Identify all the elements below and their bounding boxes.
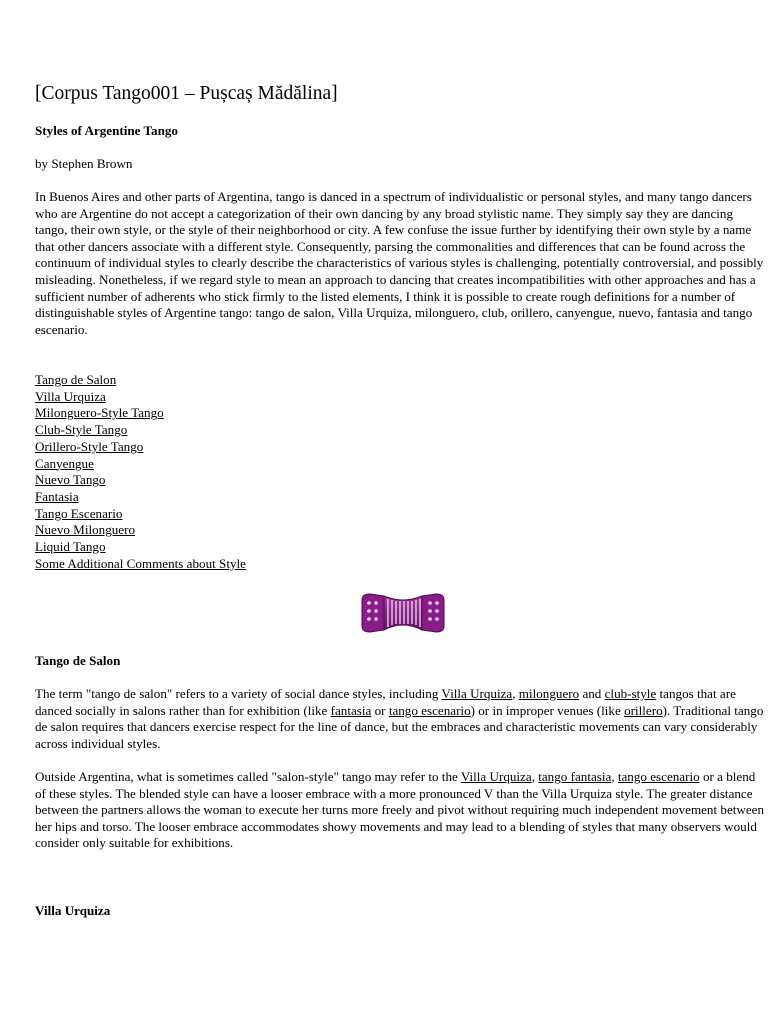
byline: by Stephen Brown bbox=[35, 156, 133, 171]
text-run: and bbox=[579, 686, 605, 701]
toc-link-tango-escenario[interactable]: Tango Escenario bbox=[35, 505, 123, 521]
text-run: ). Traditional tango de salon requires that dancers exercise respect for the line of dance, but the embraces and characteristic movements can vary considerably across individual styles. bbox=[35, 702, 764, 751]
toc-link-liquid-tango[interactable]: Liquid Tango bbox=[35, 539, 106, 555]
text-run: , bbox=[531, 769, 539, 784]
text-run: , bbox=[512, 686, 519, 701]
link-villa-urquiza[interactable]: Villa Urquiza bbox=[441, 686, 513, 701]
intro-paragraph: In Buenos Aires and other parts of Argentina, tango is danced in a spectrum of individualistic or personal styles, and many tango dancers who are Argentine do not accept a categorization of their own dancing by any broad stylistic name. They simply say they are dancing tango, their own style, or the style of their neighborhood or city. A few confuse the issue further by identifying their own style by a name that other dancers associate with a different style. Consequently, parsing the commonalities and differences that can be found across the continuum of individual styles to clearly describe the characteristics of various styles is challenging, potentially controversial, and possibly misleading. Nonetheless, if we regard style to mean an approach to dancing that creates incompatibilities with other approaches and has a sufficient number of adherents who stick firmly to the listed elements, I think it is possible to create rough definitions for a number of distinguishable styles of Argentine tango: tango de salon, Villa Urquiza, milonguero, club, orillero, canyengue, nuevo, fantasia and tango escenario. bbox=[35, 189, 764, 337]
document-title: [Corpus Tango001 – Pușcaș Mădălina] bbox=[35, 83, 338, 104]
toc-link-nuevo-milonguero[interactable]: Nuevo Milonguero bbox=[35, 522, 136, 538]
text-run: , bbox=[611, 769, 618, 784]
toc-link-milonguero[interactable]: Milonguero-Style Tango bbox=[35, 405, 164, 421]
accordion-icon bbox=[360, 590, 446, 636]
salon-paragraph-2 bbox=[35, 769, 767, 852]
section-heading-tango-de-salon: Tango de Salon bbox=[35, 653, 121, 668]
section-heading-villa-urquiza: Villa Urquiza bbox=[35, 903, 111, 918]
toc-link-orillero[interactable]: Orillero-Style Tango bbox=[35, 438, 144, 454]
link-tango-fantasia[interactable]: tango fantasia bbox=[538, 769, 612, 784]
text-run: Outside Argentina, what is sometimes called "salon-style" tango may refer to the bbox=[35, 769, 461, 784]
toc-link-club-style[interactable]: Club-Style Tango bbox=[35, 422, 128, 438]
text-run: ) or in improper venues (like bbox=[470, 702, 625, 718]
text-run: or bbox=[371, 702, 389, 718]
toc-link-additional-comments[interactable]: Some Additional Comments about Style bbox=[35, 555, 246, 571]
toc-link-tango-de-salon[interactable]: Tango de Salon bbox=[35, 372, 117, 387]
link-tango-escenario-2[interactable]: tango escenario bbox=[617, 769, 700, 784]
article-title: Styles of Argentine Tango bbox=[35, 123, 178, 138]
text-run: The term "tango de salon" refers to a variety of social dance styles, including bbox=[35, 686, 442, 701]
toc-link-villa-urquiza[interactable]: Villa Urquiza bbox=[35, 388, 106, 404]
toc-link-nuevo-tango[interactable]: Nuevo Tango bbox=[35, 472, 106, 488]
text-run: or a blend of these styles. The blended style can have a looser embrace with a more pronounced V than the Villa Urquiza style. The greater distance between the partners allows the woman to execute her turns more freely and pivot without requiring much independent movement between her hips and torso. The looser embrace accommodates showy movements and may lead to a blending of styles that many observers would consider only suitable for exhibitions. bbox=[35, 769, 765, 851]
link-tango-escenario[interactable]: tango escenario bbox=[388, 702, 471, 718]
toc-link-canyengue[interactable]: Canyengue bbox=[35, 455, 94, 471]
link-club-style[interactable]: club-style bbox=[604, 686, 657, 701]
link-fantasia[interactable]: fantasia bbox=[330, 702, 372, 718]
link-orillero[interactable]: orillero bbox=[624, 702, 663, 718]
link-villa-urquiza-2[interactable]: Villa Urquiza bbox=[460, 769, 532, 784]
salon-paragraph-1 bbox=[35, 686, 767, 752]
link-milonguero[interactable]: milonguero bbox=[518, 686, 580, 701]
table-of-contents bbox=[35, 372, 246, 572]
text-run: tangos that are danced socially in salons rather than for exhibition (like bbox=[35, 686, 736, 718]
toc-link-fantasia[interactable]: Fantasia bbox=[35, 488, 79, 504]
